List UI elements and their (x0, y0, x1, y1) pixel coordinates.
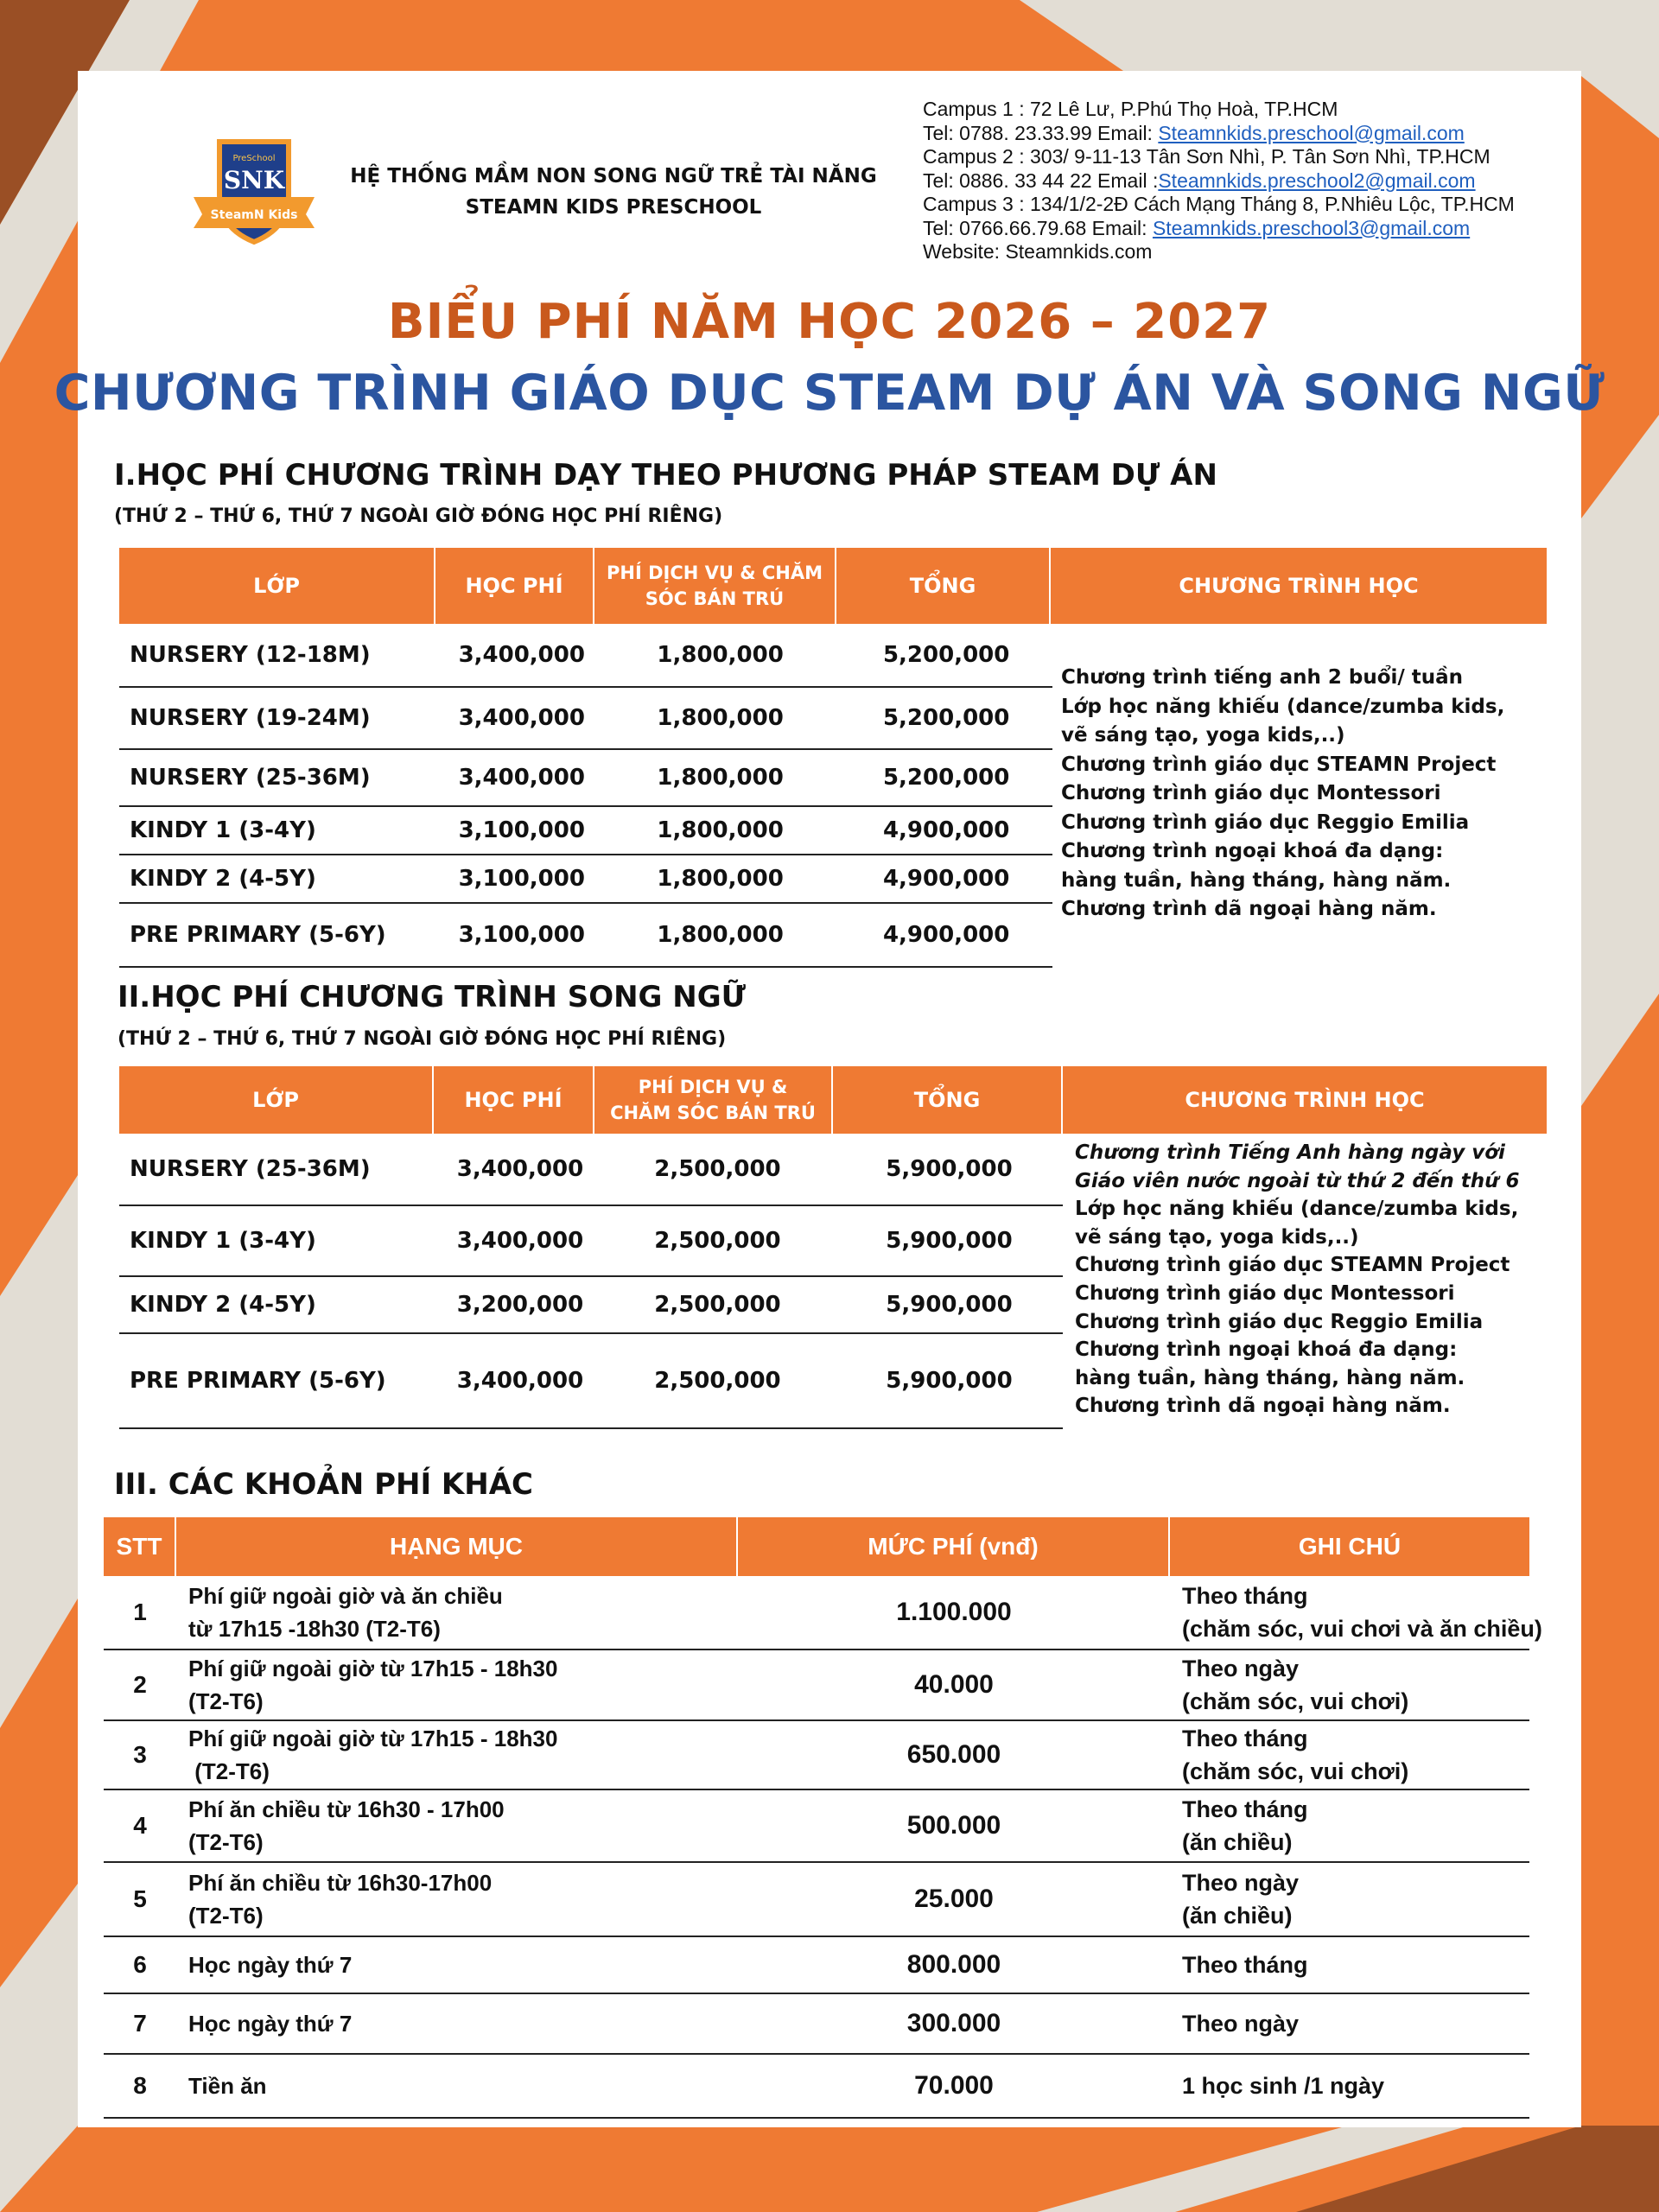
fee-note-line2: (ăn chiều) (1182, 1903, 1293, 1929)
fee-note (1170, 1580, 1542, 1645)
section-1-title: I.HỌC PHÍ CHƯƠNG TRÌNH DẠY THEO PHƯƠNG PHÁP STEAM DỰ ÁN (114, 458, 1217, 493)
program-item: vẽ sáng tạo, yoga kids,..) (1075, 1225, 1359, 1249)
class-name: PRE PRIMARY (5-6Y) (130, 1368, 386, 1394)
table-row (119, 688, 1052, 750)
fee-item-line1: Phí giữ ngoài giờ từ 17h15 - 18h30 (188, 1656, 558, 1681)
program-item: hàng tuần, hàng tháng, hàng năm. (1075, 1366, 1465, 1389)
total-value: 4,900,000 (882, 866, 1010, 892)
total-value: 5,900,000 (886, 1156, 1013, 1182)
service-value: 1,800,000 (657, 705, 784, 731)
campus-1-tel: Tel: 0788. 23.33.99 Email: (923, 121, 1159, 144)
program-item: Lớp học năng khiếu (dance/zumba kids, (1061, 695, 1505, 718)
class-name: KINDY 2 (4-5Y) (130, 866, 316, 892)
svg-text:SteamN Kids: SteamN Kids (210, 208, 298, 222)
fee-note (1170, 2007, 1529, 2040)
row-number: 7 (133, 2010, 147, 2037)
fee-item-line1: Phí giữ ngoài giờ và ăn chiều (188, 1583, 503, 1609)
program-item: vẽ sáng tạo, yoga kids,..) (1061, 724, 1345, 747)
fee-item-line1: Phí ăn chiều từ 16h30-17h00 (188, 1870, 493, 1896)
section-2-title: II.HỌC PHÍ CHƯƠNG TRÌNH SONG NGỮ (118, 980, 747, 1014)
program-item: Chương trình giáo dục STEAMN Project (1061, 753, 1497, 776)
section-1-program-list (1061, 664, 1504, 925)
table-row (119, 1334, 1063, 1429)
table-row (104, 1721, 1529, 1790)
table-row (119, 624, 1052, 688)
fee-amount: 300.000 (906, 2009, 1001, 2037)
tuition-value: 3,100,000 (458, 922, 585, 948)
class-name: KINDY 1 (3-4Y) (130, 1228, 316, 1254)
program-item: Lớp học năng khiếu (dance/zumba kids, (1075, 1198, 1519, 1221)
campus-3-contact (923, 217, 1597, 241)
fee-item (176, 1652, 738, 1718)
campus-1-email-link[interactable]: Steamnkids.preschool@gmail.com (1158, 121, 1465, 144)
school-name-line2: STEAMN KIDS PRESCHOOL (465, 196, 762, 219)
campus-3-tel: Tel: 0766.66.79.68 Email: (923, 216, 1153, 239)
fee-note-line1: Theo tháng (1182, 1583, 1308, 1609)
header-program: CHƯƠNG TRÌNH HỌC (1185, 1088, 1425, 1112)
table-row (104, 1790, 1529, 1863)
row-number: 6 (133, 1951, 147, 1978)
tuition-value: 3,200,000 (456, 1292, 584, 1318)
table-row (104, 1576, 1542, 1650)
fee-amount: 650.000 (906, 1740, 1001, 1769)
program-item: Chương trình giáo dục STEAMN Project (1075, 1254, 1510, 1277)
total-value: 4,900,000 (882, 817, 1010, 843)
table-row (119, 807, 1052, 855)
row-number: 5 (133, 1885, 147, 1912)
header-class: LỚP (119, 548, 435, 624)
header-program: CHƯƠNG TRÌNH HỌC (1179, 574, 1419, 598)
tuition-value: 3,400,000 (456, 1228, 584, 1254)
program-item: Chương trình ngoại khoá đa dạng: (1075, 1338, 1458, 1362)
fee-item-line2: từ 17h15 -18h30 (T2-T6) (188, 1616, 441, 1642)
header-item: HẠNG MỤC (176, 1517, 738, 1576)
fee-note-line1: Theo ngày (1182, 1656, 1300, 1681)
class-name: KINDY 1 (3-4Y) (130, 817, 316, 843)
tuition-value: 3,400,000 (456, 1368, 584, 1394)
svg-text:PreSchool: PreSchool (232, 154, 276, 163)
section-2-subtitle: (THỨ 2 – THỨ 6, THỨ 7 NGOÀI GIỜ ĐÓNG HỌC PHÍ RIÊNG) (118, 1028, 727, 1050)
fee-note (1170, 1866, 1529, 1932)
table-row (119, 1134, 1063, 1206)
table-row (119, 1206, 1063, 1277)
header-stt: STT (104, 1517, 176, 1576)
svg-text:SNK: SNK (223, 166, 285, 194)
tuition-value: 3,100,000 (458, 817, 585, 843)
school-name-line1: HỆ THỐNG MẦM NON SONG NGỮ TRẺ TÀI NĂNG (350, 165, 877, 188)
row-number: 1 (133, 1599, 147, 1625)
header-total: TỔNG (833, 1066, 1063, 1134)
section-1-table-header (119, 548, 1547, 624)
program-item: Chương trình ngoại khoá đa dạng: (1061, 840, 1444, 862)
tuition-value: 3,400,000 (456, 1156, 584, 1182)
fee-note (1170, 2069, 1529, 2102)
fee-note-line1: Theo tháng (1182, 1952, 1308, 1978)
total-value: 5,200,000 (882, 642, 1010, 668)
table-row (119, 904, 1052, 968)
fee-note-line1: Theo ngày (1182, 2011, 1300, 2037)
table-row (104, 1650, 1529, 1721)
table-row (104, 1863, 1529, 1937)
table-row (104, 1937, 1529, 1994)
school-name (350, 161, 877, 223)
campus-2-tel: Tel: 0886. 33 44 22 Email : (923, 168, 1159, 192)
row-number: 2 (133, 1671, 147, 1698)
fee-note-line1: Theo tháng (1182, 1796, 1308, 1822)
header-note: GHI CHÚ (1298, 1533, 1402, 1560)
total-value: 5,200,000 (882, 705, 1010, 731)
fee-item (176, 1793, 738, 1859)
header-service-line1: PHÍ DỊCH VỤ & (638, 1077, 788, 1097)
table-row (119, 750, 1052, 807)
service-value: 1,800,000 (657, 866, 784, 892)
total-value: 5,200,000 (882, 765, 1010, 791)
fee-note-line2: (chăm sóc, vui chơi) (1182, 1688, 1409, 1714)
total-value: 5,900,000 (886, 1292, 1013, 1318)
campus-1-address: Campus 1 : 72 Lê Lư, P.Phú Thọ Hoà, TP.HCM (923, 98, 1338, 120)
program-item: Chương trình tiếng anh 2 buổi/ tuần (1061, 666, 1464, 689)
fee-amount: 800.000 (906, 1950, 1001, 1979)
campus-1-contact (923, 122, 1597, 146)
fee-item-line2: (T2-T6) (188, 1829, 264, 1855)
section-1-subtitle: (THỨ 2 – THỨ 6, THỨ 7 NGOÀI GIỜ ĐÓNG HỌC PHÍ RIÊNG) (114, 505, 723, 527)
tuition-value: 3,400,000 (458, 642, 585, 668)
fee-item-line1: Phí ăn chiều từ 16h30 - 17h00 (188, 1796, 505, 1822)
table-row (104, 1994, 1529, 2055)
fee-item-line1: Học ngày thứ 7 (188, 1952, 353, 1978)
service-value: 2,500,000 (654, 1292, 781, 1318)
fee-item-line1: Phí giữ ngoài giờ từ 17h15 - 18h30 (188, 1726, 558, 1751)
fee-note (1170, 1793, 1529, 1859)
section-3-table-header (104, 1517, 1529, 1576)
fee-note-line1: Theo tháng (1182, 1726, 1308, 1751)
program-item: Chương trình dã ngoại hàng năm. (1061, 898, 1437, 920)
school-logo (188, 135, 320, 247)
class-name: NURSERY (12-18M) (130, 642, 371, 668)
program-item: Chương trình giáo dục Montessori (1075, 1281, 1455, 1305)
program-item: Chương trình giáo dục Reggio Emilia (1061, 810, 1470, 834)
table-row (104, 2055, 1529, 2119)
class-name: KINDY 2 (4-5Y) (130, 1292, 316, 1318)
header-service (594, 1066, 833, 1134)
fee-item (176, 1722, 738, 1788)
fee-note-line2: (ăn chiều) (1182, 1829, 1293, 1855)
row-number: 3 (133, 1741, 147, 1768)
tuition-value: 3,100,000 (458, 866, 585, 892)
total-value: 5,900,000 (886, 1368, 1013, 1394)
table-row (119, 1277, 1063, 1334)
service-value: 2,500,000 (654, 1368, 781, 1394)
website: Website: Steamnkids.com (923, 240, 1153, 263)
service-value: 1,800,000 (657, 817, 784, 843)
contact-block (923, 98, 1597, 264)
campus-2-email-link[interactable]: Steamnkids.preschool2@gmail.com (1158, 168, 1476, 192)
program-item: Chương trình giáo dục Montessori (1061, 782, 1441, 804)
header-class: LỚP (119, 1066, 434, 1134)
fee-note-line2: (chăm sóc, vui chơi) (1182, 1758, 1409, 1784)
fee-item (176, 1866, 738, 1932)
service-value: 1,800,000 (657, 765, 784, 791)
section-2-program-list (1075, 1139, 1520, 1421)
fee-item-line1: Học ngày thứ 7 (188, 2011, 353, 2037)
service-value: 1,800,000 (657, 642, 784, 668)
campus-3-address: Campus 3 : 134/1/2-2Đ Cách Mạng Tháng 8, P.Nhiêu Lộc, TP.HCM (923, 193, 1515, 215)
fee-note-line1: Theo ngày (1182, 1870, 1300, 1896)
service-value: 2,500,000 (654, 1156, 781, 1182)
fee-note (1170, 1948, 1529, 1981)
fee-title: BIỂU PHÍ NĂM HỌC 2026 – 2027 (387, 294, 1272, 350)
fee-amount: 25.000 (914, 1885, 994, 1913)
fee-note (1170, 1722, 1529, 1788)
header-service (594, 548, 836, 624)
fee-note (1170, 1652, 1529, 1718)
header-service-line1: PHÍ DỊCH VỤ & CHĂM (606, 563, 823, 583)
fee-amount: 1.100.000 (896, 1598, 1012, 1626)
program-item: hàng tuần, hàng tháng, hàng năm. (1061, 868, 1452, 892)
header-fee: MỨC PHÍ (vnđ) (738, 1517, 1170, 1576)
header-tuition: HỌC PHÍ (435, 548, 594, 624)
fee-amount: 40.000 (914, 1670, 994, 1699)
fee-item-line1: Tiền ăn (188, 2073, 267, 2099)
section-2-table-header (119, 1066, 1547, 1134)
row-number: 4 (133, 1812, 147, 1839)
row-number: 8 (133, 2072, 147, 2099)
fee-amount: 70.000 (914, 2071, 994, 2100)
class-name: NURSERY (25-36M) (130, 1156, 371, 1182)
program-item: Chương trình giáo dục Reggio Emilia (1075, 1310, 1484, 1333)
class-name: PRE PRIMARY (5-6Y) (130, 922, 386, 948)
total-value: 4,900,000 (882, 922, 1010, 948)
tuition-value: 3,400,000 (458, 765, 585, 791)
fee-item (176, 2069, 738, 2102)
fee-item (176, 2007, 738, 2040)
fee-item-line2: (T2-T6) (188, 1688, 264, 1714)
header-service-line2: SÓC BÁN TRÚ (645, 588, 785, 609)
header-total: TỔNG (836, 548, 1051, 624)
header-tuition: HỌC PHÍ (434, 1066, 594, 1134)
fee-amount: 500.000 (906, 1811, 1001, 1840)
fee-item (176, 1580, 738, 1645)
program-item: Chương trình Tiếng Anh hàng ngày với (1075, 1141, 1505, 1164)
campus-2-address: Campus 2 : 303/ 9-11-13 Tân Sơn Nhì, P. Tân Sơn Nhì, TP.HCM (923, 145, 1491, 168)
table-row (119, 855, 1052, 904)
program-item: Chương trình dã ngoại hàng năm. (1075, 1395, 1451, 1418)
tuition-value: 3,400,000 (458, 705, 585, 731)
fee-note-line2: (chăm sóc, vui chơi và ăn chiều) (1182, 1616, 1542, 1642)
class-name: NURSERY (19-24M) (130, 705, 371, 731)
fee-item-line2: (T2-T6) (188, 1903, 264, 1929)
campus-2-contact (923, 169, 1597, 194)
class-name: NURSERY (25-36M) (130, 765, 371, 791)
section-3-title: III. CÁC KHOẢN PHÍ KHÁC (114, 1467, 533, 1502)
campus-3-email-link[interactable]: Steamnkids.preschool3@gmail.com (1152, 216, 1471, 239)
service-value: 2,500,000 (654, 1228, 781, 1254)
header-service-line2: CHĂM SÓC BÁN TRÚ (610, 1103, 816, 1123)
service-value: 1,800,000 (657, 922, 784, 948)
program-title: CHƯƠNG TRÌNH GIÁO DỤC STEAM DỰ ÁN VÀ SONG NGỮ (54, 365, 1605, 422)
fee-item (176, 1948, 738, 1981)
program-item: Giáo viên nước ngoài từ thứ 2 đến thứ 6 (1075, 1169, 1520, 1192)
total-value: 5,900,000 (886, 1228, 1013, 1254)
fee-note-line1: 1 học sinh /1 ngày (1182, 2073, 1385, 2099)
fee-item-line2: (T2-T6) (188, 1758, 270, 1784)
